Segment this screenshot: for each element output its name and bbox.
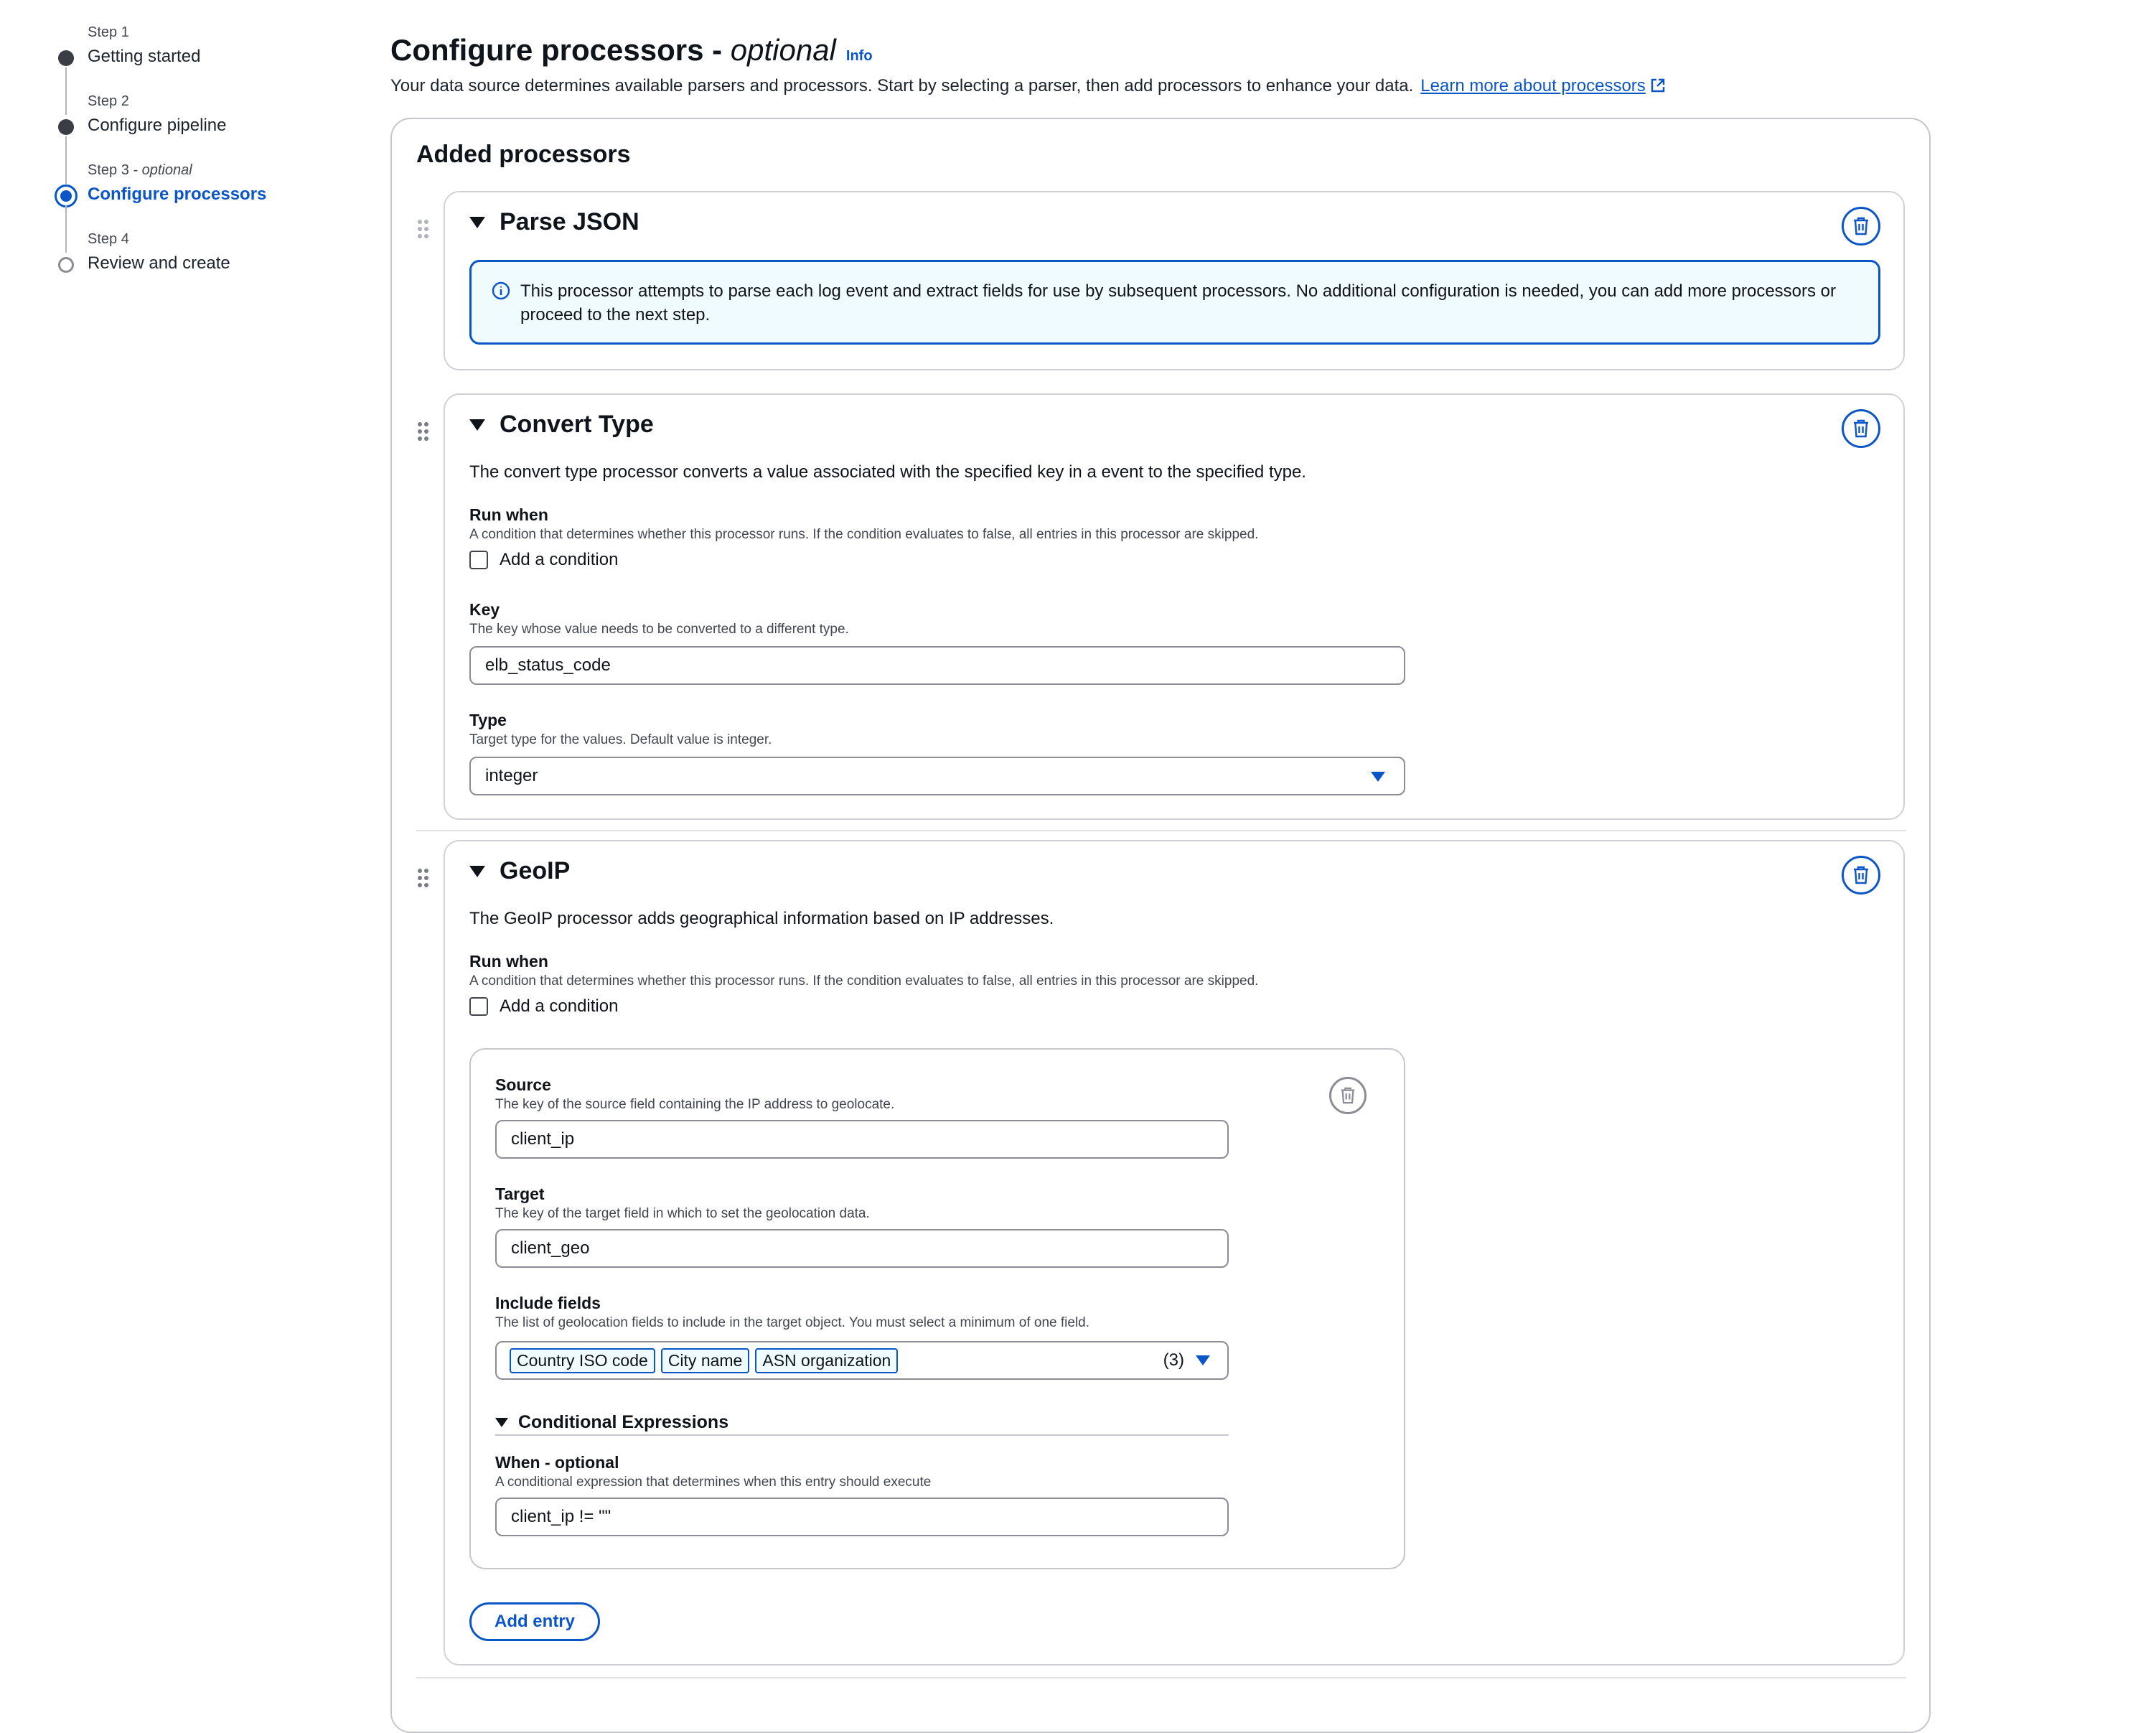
when-input[interactable]: client_ip != "" bbox=[495, 1498, 1229, 1536]
page-title bbox=[390, 33, 873, 67]
drag-handle-icon[interactable] bbox=[418, 869, 429, 887]
step-number: Step 1 bbox=[88, 24, 129, 40]
when-hint: A conditional expression that determines when this entry should execute bbox=[495, 1475, 932, 1490]
external-link-icon[interactable] bbox=[1650, 78, 1666, 93]
include-fields-label: Include fields bbox=[495, 1294, 601, 1312]
remove-entry-button[interactable] bbox=[1329, 1077, 1367, 1114]
caret-down-icon[interactable] bbox=[1196, 1355, 1210, 1365]
processor-description: The GeoIP processor adds geographical information based on IP addresses. bbox=[469, 909, 1054, 928]
step-name[interactable]: Configure processors bbox=[88, 184, 267, 204]
processor-title: Parse JSON bbox=[500, 208, 639, 235]
conditional-expressions-toggle[interactable] bbox=[495, 1411, 1229, 1436]
type-select-value: integer bbox=[485, 766, 538, 785]
step-current-icon bbox=[55, 184, 78, 207]
drag-handle-icon[interactable] bbox=[418, 220, 429, 238]
trash-icon bbox=[1339, 1086, 1356, 1105]
wizard-steps bbox=[52, 20, 353, 296]
checkbox[interactable] bbox=[469, 997, 488, 1016]
page-description bbox=[390, 76, 1666, 96]
target-label: Target bbox=[495, 1185, 545, 1203]
processor-description: The convert type processor converts a value associated with the specified key in a event to the specified type. bbox=[469, 462, 1306, 482]
selected-count: (3) bbox=[1163, 1350, 1184, 1370]
caret-down-icon[interactable] bbox=[469, 419, 485, 431]
page-description-text: Your data source determines available parsers and processors. Start by selecting a parser, then add processors to enhance your data. bbox=[390, 76, 1414, 95]
divider bbox=[416, 1677, 1906, 1678]
add-entry-button[interactable]: Add entry bbox=[469, 1602, 600, 1641]
processor-header[interactable] bbox=[469, 411, 654, 439]
caret-down-icon bbox=[1371, 772, 1385, 782]
checkbox[interactable] bbox=[469, 551, 488, 569]
type-hint: Target type for the values. Default value is integer. bbox=[469, 732, 772, 747]
geoip-entry bbox=[469, 1048, 1405, 1569]
include-fields-multiselect[interactable] bbox=[495, 1341, 1229, 1380]
processor-card-convert-type bbox=[444, 393, 1905, 820]
conditional-expressions-title: Conditional Expressions bbox=[518, 1411, 729, 1432]
caret-down-icon[interactable] bbox=[469, 866, 485, 877]
run-when-label: Run when bbox=[469, 505, 548, 524]
info-alert-text: This processor attempts to parse each log event and extract fields for use by subsequent processors. No additional configuration is needed, you can add more processors or proceed to the next step. bbox=[520, 281, 1837, 324]
remove-processor-button[interactable] bbox=[1842, 207, 1880, 246]
processor-card-parse-json bbox=[444, 191, 1905, 370]
added-processors-container bbox=[390, 118, 1931, 1733]
step-pending-icon bbox=[58, 257, 74, 273]
token-asn-organization[interactable]: ASN organization bbox=[755, 1348, 898, 1373]
add-condition-checkbox[interactable] bbox=[469, 550, 618, 570]
key-label: Key bbox=[469, 600, 500, 619]
step-number: Step 4 bbox=[88, 231, 129, 247]
step-configure-processors[interactable] bbox=[52, 158, 353, 227]
add-condition-checkbox[interactable] bbox=[469, 996, 618, 1017]
step-name[interactable]: Configure pipeline bbox=[88, 116, 227, 135]
info-icon bbox=[492, 281, 510, 300]
step-number: Step 2 bbox=[88, 93, 129, 109]
caret-down-icon[interactable] bbox=[469, 217, 485, 228]
divider bbox=[416, 830, 1906, 831]
token-city-name[interactable]: City name bbox=[661, 1348, 750, 1373]
source-input[interactable]: client_ip bbox=[495, 1120, 1229, 1159]
caret-down-icon[interactable] bbox=[495, 1418, 508, 1427]
type-label: Type bbox=[469, 711, 507, 729]
step-getting-started[interactable] bbox=[52, 20, 353, 89]
processor-card-geoip bbox=[444, 840, 1905, 1666]
processor-header[interactable] bbox=[469, 208, 639, 236]
step-done-icon bbox=[58, 50, 74, 66]
learn-more-link[interactable] bbox=[1420, 76, 1646, 95]
info-alert bbox=[469, 260, 1880, 345]
checkbox-label: Add a condition bbox=[500, 550, 619, 569]
learn-more-text: Learn more about processors bbox=[1420, 76, 1646, 95]
trash-icon bbox=[1852, 865, 1870, 885]
run-when-label: Run when bbox=[469, 952, 548, 971]
step-number: Step 3 bbox=[88, 162, 129, 178]
token-country-iso-code[interactable]: Country ISO code bbox=[510, 1348, 655, 1373]
remove-processor-button[interactable] bbox=[1842, 856, 1880, 894]
target-hint: The key of the target field in which to set the geolocation data. bbox=[495, 1206, 870, 1221]
remove-processor-button[interactable] bbox=[1842, 409, 1880, 448]
step-optional-label: - optional bbox=[128, 162, 192, 178]
source-label: Source bbox=[495, 1075, 551, 1094]
step-done-icon bbox=[58, 119, 74, 135]
run-when-hint: A condition that determines whether this processor runs. If the condition evaluates to false, all entries in this processor are skipped. bbox=[469, 527, 1259, 542]
step-name[interactable]: Getting started bbox=[88, 47, 201, 66]
trash-icon bbox=[1852, 419, 1870, 439]
source-hint: The key of the source field containing the IP address to geolocate. bbox=[495, 1097, 895, 1112]
type-select[interactable] bbox=[469, 757, 1405, 795]
step-name: Review and create bbox=[88, 253, 230, 273]
processor-title: GeoIP bbox=[500, 857, 571, 884]
trash-icon bbox=[1852, 216, 1870, 236]
include-fields-hint: The list of geolocation fields to include in the target object. You must select a minimum of one field. bbox=[495, 1315, 1090, 1330]
added-processors-title: Added processors bbox=[416, 141, 631, 168]
when-label: When - optional bbox=[495, 1453, 619, 1472]
processor-header[interactable] bbox=[469, 857, 570, 885]
key-input[interactable]: elb_status_code bbox=[469, 646, 1405, 685]
page-title-text: Configure processors - bbox=[390, 33, 731, 67]
checkbox-label: Add a condition bbox=[500, 996, 619, 1016]
page-title-optional: optional bbox=[730, 33, 836, 67]
step-configure-pipeline[interactable] bbox=[52, 89, 353, 158]
processor-title: Convert Type bbox=[500, 411, 654, 438]
step-review-and-create bbox=[52, 227, 353, 296]
drag-handle-icon[interactable] bbox=[418, 422, 429, 441]
run-when-hint: A condition that determines whether this processor runs. If the condition evaluates to false, all entries in this processor are skipped. bbox=[469, 973, 1259, 989]
key-hint: The key whose value needs to be converted to a different type. bbox=[469, 622, 849, 637]
info-link[interactable]: Info bbox=[845, 48, 873, 64]
target-input[interactable]: client_geo bbox=[495, 1229, 1229, 1268]
